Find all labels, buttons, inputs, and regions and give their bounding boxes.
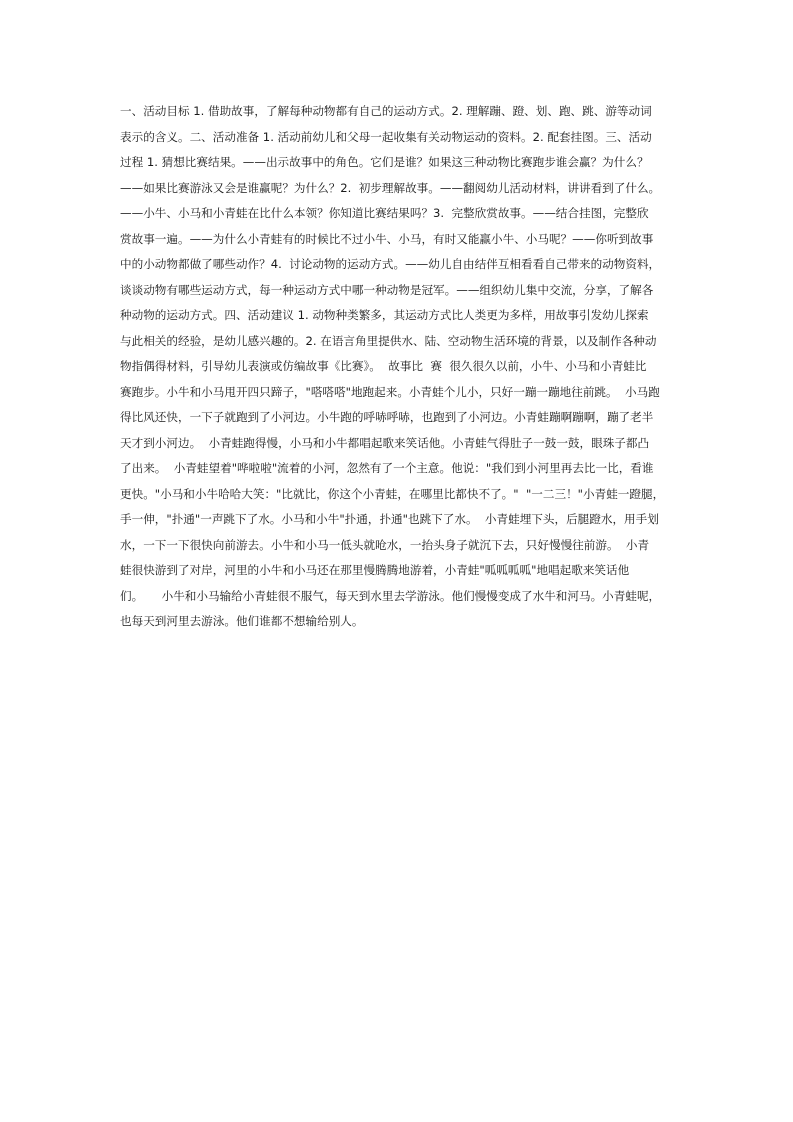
text-line: 得比风还快，一下子就跑到了小河边。小牛跑的呼哧呼哧，也跑到了小河边。小青蛙蹦啊蹦啊，蹦了老半 xyxy=(120,410,654,424)
text-line: 种动物的运动方式。四、活动建议 1. 动物种类繁多，其运动方式比人类更为多样，用故事引发幼儿探索 xyxy=(120,308,649,322)
text-line: 水，一下一下很快向前游去。小牛和小马一低头就呛水，一抬头身子就沉下去，只好慢慢往前游。 小青 xyxy=(120,537,650,552)
text-line: 一、活动目标 1. 借助故事，了解每种动物都有自己的运动方式。2. 理解蹦、蹬、划、跑、跳、游等动词 xyxy=(120,104,652,118)
text-line: ——小牛、小马和小青蛙在比什么本领？你知道比赛结果吗？3. 完整欣赏故事。——结合挂图，完整欣 xyxy=(120,206,649,220)
document-body xyxy=(120,99,676,635)
text-line: ——如果比赛游泳又会是谁赢呢？为什么？2. 初步理解故事。——翻阅幼儿活动材料，讲讲看到了什么。 xyxy=(120,180,661,195)
text-line: 中的小动物都做了哪些动作？4. 讨论动物的运动方式。——幼儿自由结伴互相看看自己带来的动物资料， xyxy=(120,257,661,271)
text-line: 赛跑步。小牛和小马甩开四只蹄子，"嗒嗒嗒"地跑起来。小青蛙个儿小，只好一蹦一蹦地往前跳。 小马跑 xyxy=(120,384,660,399)
text-line: 天才到小河边。 小青蛙跑得慢，小马和小牛都唱起歌来笑话他。小青蛙气得肚子一鼓一鼓，眼珠子都凸 xyxy=(120,435,650,450)
text-line: 过程 1. 猜想比赛结果。——出示故事中的角色。它们是谁？如果这三种动物比赛跑步谁会赢？为什么？ xyxy=(120,155,649,169)
text-line: 们。 小牛和小马输给小青蛙很不服气，每天到水里去学游泳。他们慢慢变成了水牛和河马。小青蛙呢， xyxy=(120,588,661,603)
text-line: 赏故事一遍。——为什么小青蛙有的时候比不过小牛、小马，有时又能赢小牛、小马呢？——你听到故事 xyxy=(120,231,654,246)
text-line: 了出来。 小青蛙望着"哗啦啦"流着的小河，忽然有了一个主意。他说："我们到小河里再去比一比，看谁 xyxy=(120,461,654,475)
text-line: 更快。"小马和小牛哈哈大笑："比就比，你这个小青蛙，在哪里比都快不了。" "一二三！"小青蛙一蹬腿， xyxy=(120,486,665,501)
text-line: 与此相关的经验，是幼儿感兴趣的。2. 在语言角里提供水、陆、空动物生活环境的背景，以及制作各种动 xyxy=(120,333,657,348)
text-line: 表示的含义。二、活动准备 1. 活动前幼儿和父母一起收集有关动物运动的资料。2. 配套挂图。三、活动 xyxy=(120,129,652,144)
text-line: 谈谈动物有哪些运动方式，每一种运动方式中哪一种动物是冠军。——组织幼儿集中交流，分享，了解各 xyxy=(120,282,654,297)
text-line: 蛙很快游到了对岸，河里的小牛和小马还在那里慢腾腾地游着，小青蛙"呱呱呱呱"地唱起歌来笑话他 xyxy=(120,563,630,577)
text-line: 也每天到河里去游泳。他们谁都不想输给别人。 xyxy=(120,614,364,628)
text-line: 物指偶得材料，引导幼儿表演或仿编故事《比赛》。 故事比 赛 很久很久以前，小牛、小马和小青蛙比 xyxy=(120,359,647,373)
text-line: 手一伸，"扑通"一声跳下了水。小马和小牛"扑通，扑通"也跳下了水。 小青蛙埋下头，后腿蹬水，用手划 xyxy=(120,512,659,526)
